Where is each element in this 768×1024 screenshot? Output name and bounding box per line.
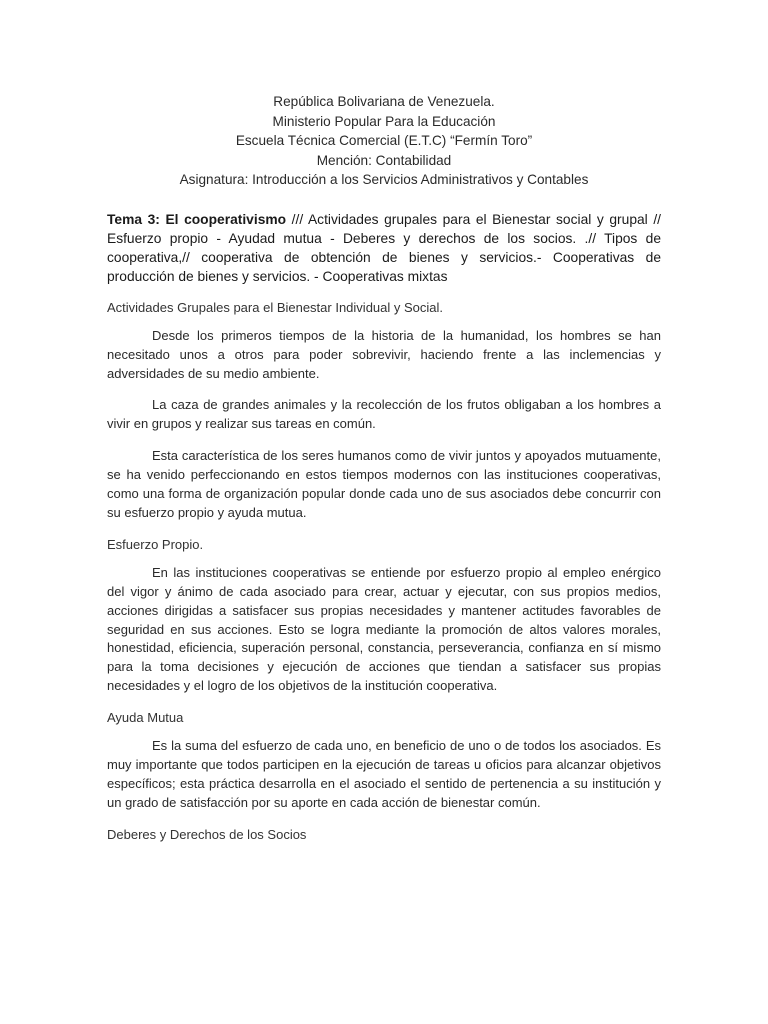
section-title-deberes: Deberes y Derechos de los Socios bbox=[107, 826, 307, 842]
paragraph-esfuerzo-1: En las instituciones cooperativas se entiende por esfuerzo propio al empleo enérgico del vigor y ánimo de cada asociado para crear, actuar y ejecutar, con sus propios medios, acciones dirigidas a satisfacer sus propias necesidades y mantener actitudes favorables de seguridad en sus acciones. Esto se logra mediante la promoción de altos valores morales, honestidad, eficiencia, superación personal, constancia, perseverancia, confianza en sí mismo para la toma decisiones y ejecución de acciones que tiendan a satisfacer sus propias necesidades y el logro de los objetivos de la institución cooperativa. bbox=[107, 564, 661, 694]
header-line-mencion: Mención: Contabilidad bbox=[316, 152, 452, 168]
section-title-esfuerzo: Esfuerzo Propio. bbox=[107, 536, 204, 552]
header-line-republica: República Bolivariana de Venezuela. bbox=[273, 94, 495, 109]
paragraph-actividades-3: Esta característica de los seres humanos como de vivir juntos y apoyados mutuamente, se ha venido perfeccionando en estos tiempos modernos con las instituciones cooperativas, como una forma de organización popular donde cada uno de sus asociados debe concurrir con su esfuerzo propio y ayuda mutua. bbox=[107, 448, 661, 520]
document-page bbox=[107, 92, 661, 844]
section-title-actividades: Actividades Grupales para el Bienestar Individual y Social. bbox=[107, 299, 444, 315]
tema-label: Tema 3: El cooperativismo bbox=[107, 211, 287, 227]
section-title-ayuda: Ayuda Mutua bbox=[107, 710, 184, 726]
document-header bbox=[107, 92, 661, 190]
paragraph-ayuda-1: Es la suma del esfuerzo de cada uno, en beneficio de uno o de todos los asociados. Es muy importante que todos participen en la ejecución de tareas u oficios para alcanzar objetivos específicos; esta práctica desarrolla en el asociado el sentido de pertenencia a su institución y un grado de satisfacción por su aporte en cada acción de bienestar común. bbox=[107, 738, 661, 810]
paragraph-actividades-2: La caza de grandes animales y la recolección de los frutos obligaban a los hombres a vivir en grupos y realizar sus tareas en común. bbox=[107, 397, 661, 432]
header-line-asignatura: Asignatura: Introducción a los Servicios Administrativos y Contables bbox=[179, 172, 589, 187]
tema-heading bbox=[107, 210, 661, 287]
tema-topics: /// Actividades grupales para el Bienestar social y grupal // Esfuerzo propio - Ayudad mutua - Deberes y derechos de los socios. .// Tipos de cooperativa,// cooperativa de obtención de bienes y servicios.- Cooperativas de producción de bienes y servicios. - Cooperativas mixtas bbox=[107, 211, 661, 285]
header-line-ministerio: Ministerio Popular Para la Educación bbox=[272, 113, 496, 129]
paragraph-actividades-1: Desde los primeros tiempos de la historia de la humanidad, los hombres se han necesitado unos a otros para poder sobrevivir, haciendo frente a las inclemencias y adversidades de su medio ambiente. bbox=[107, 327, 661, 381]
header-line-escuela: Escuela Técnica Comercial (E.T.C) “Fermín Toro” bbox=[235, 133, 533, 148]
